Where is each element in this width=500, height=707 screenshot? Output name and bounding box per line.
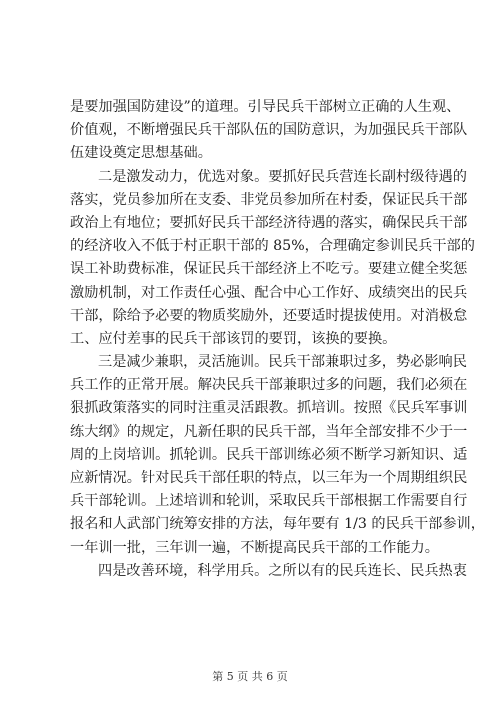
text-line: 应新情况。针对民兵干部任职的特点，以三年为一个周期组织民: [70, 470, 468, 486]
text-line: 落实，党员参加所在支委、非党员参加所在村委，保证民兵干部: [70, 191, 468, 208]
text-line: 兵工作的正常开展。解决民兵干部兼职过多的问题，我们必须在: [70, 377, 468, 394]
text-line: 政治上有地位；要抓好民兵干部经济待遇的落实，确保民兵干部: [70, 214, 468, 231]
text-line: 工、应付差事的民兵干部该罚的要罚，该换的要换。: [70, 330, 397, 347]
text-line: 的经济收入不低于村正职干部的 85%，合理确定参训民兵干部的: [70, 238, 475, 255]
text-line: 报名和人武部门统筹安排的方法，每年要有 1/3 的民兵干部参训，: [70, 516, 485, 533]
text-line: 伍建设奠定思想基础。: [70, 145, 212, 162]
text-line: 激励机制，对工作责任心强、配合中心工作好、成绩突出的民兵: [70, 284, 468, 301]
text-line: 一年训一批，三年训一遍，不断提高民兵干部的工作能力。: [70, 539, 439, 556]
text-line: 兵干部轮训。上述培训和轮训，采取民兵干部根据工作需要自行: [70, 493, 468, 510]
text-line: 误工补助费标准，保证民兵干部经济上不吃亏。要建立健全奖惩: [70, 261, 468, 278]
page-number-footer: 第 5 页 共 6 页: [212, 670, 288, 683]
paragraph-start-line: 二是激发动力，优选对象。要抓好民兵营连长副村级待遇的: [98, 168, 467, 185]
text-line: 价值观，不断增强民兵干部队伍的国防意识，为加强民兵干部队: [70, 122, 468, 139]
text-line: 周的上岗培训。抓轮训。民兵干部训练必须不断学习新知识、适: [70, 446, 468, 463]
paragraph-start-line: 四是改善环境，科学用兵。之所以有的民兵连长、民兵热衷: [98, 562, 467, 579]
text-line: 干部，除给予必要的物质奖励外，还要适时提拔使用。对消极怠: [70, 307, 468, 324]
text-line: 是要加强国防建设”的道理。引导民兵干部树立正确的人生观、: [70, 99, 461, 115]
text-line: 练大纲》的规定，凡新任职的民兵干部，当年全部安排不少于一: [70, 423, 468, 440]
text-line: 狠抓政策落实的同时注重灵活跟教。抓培训。按照《民兵军事训: [70, 400, 468, 417]
document-body: [70, 96, 485, 583]
paragraph-start-line: 三是减少兼职，灵活施训。民兵干部兼职过多，势必影响民: [98, 354, 467, 371]
